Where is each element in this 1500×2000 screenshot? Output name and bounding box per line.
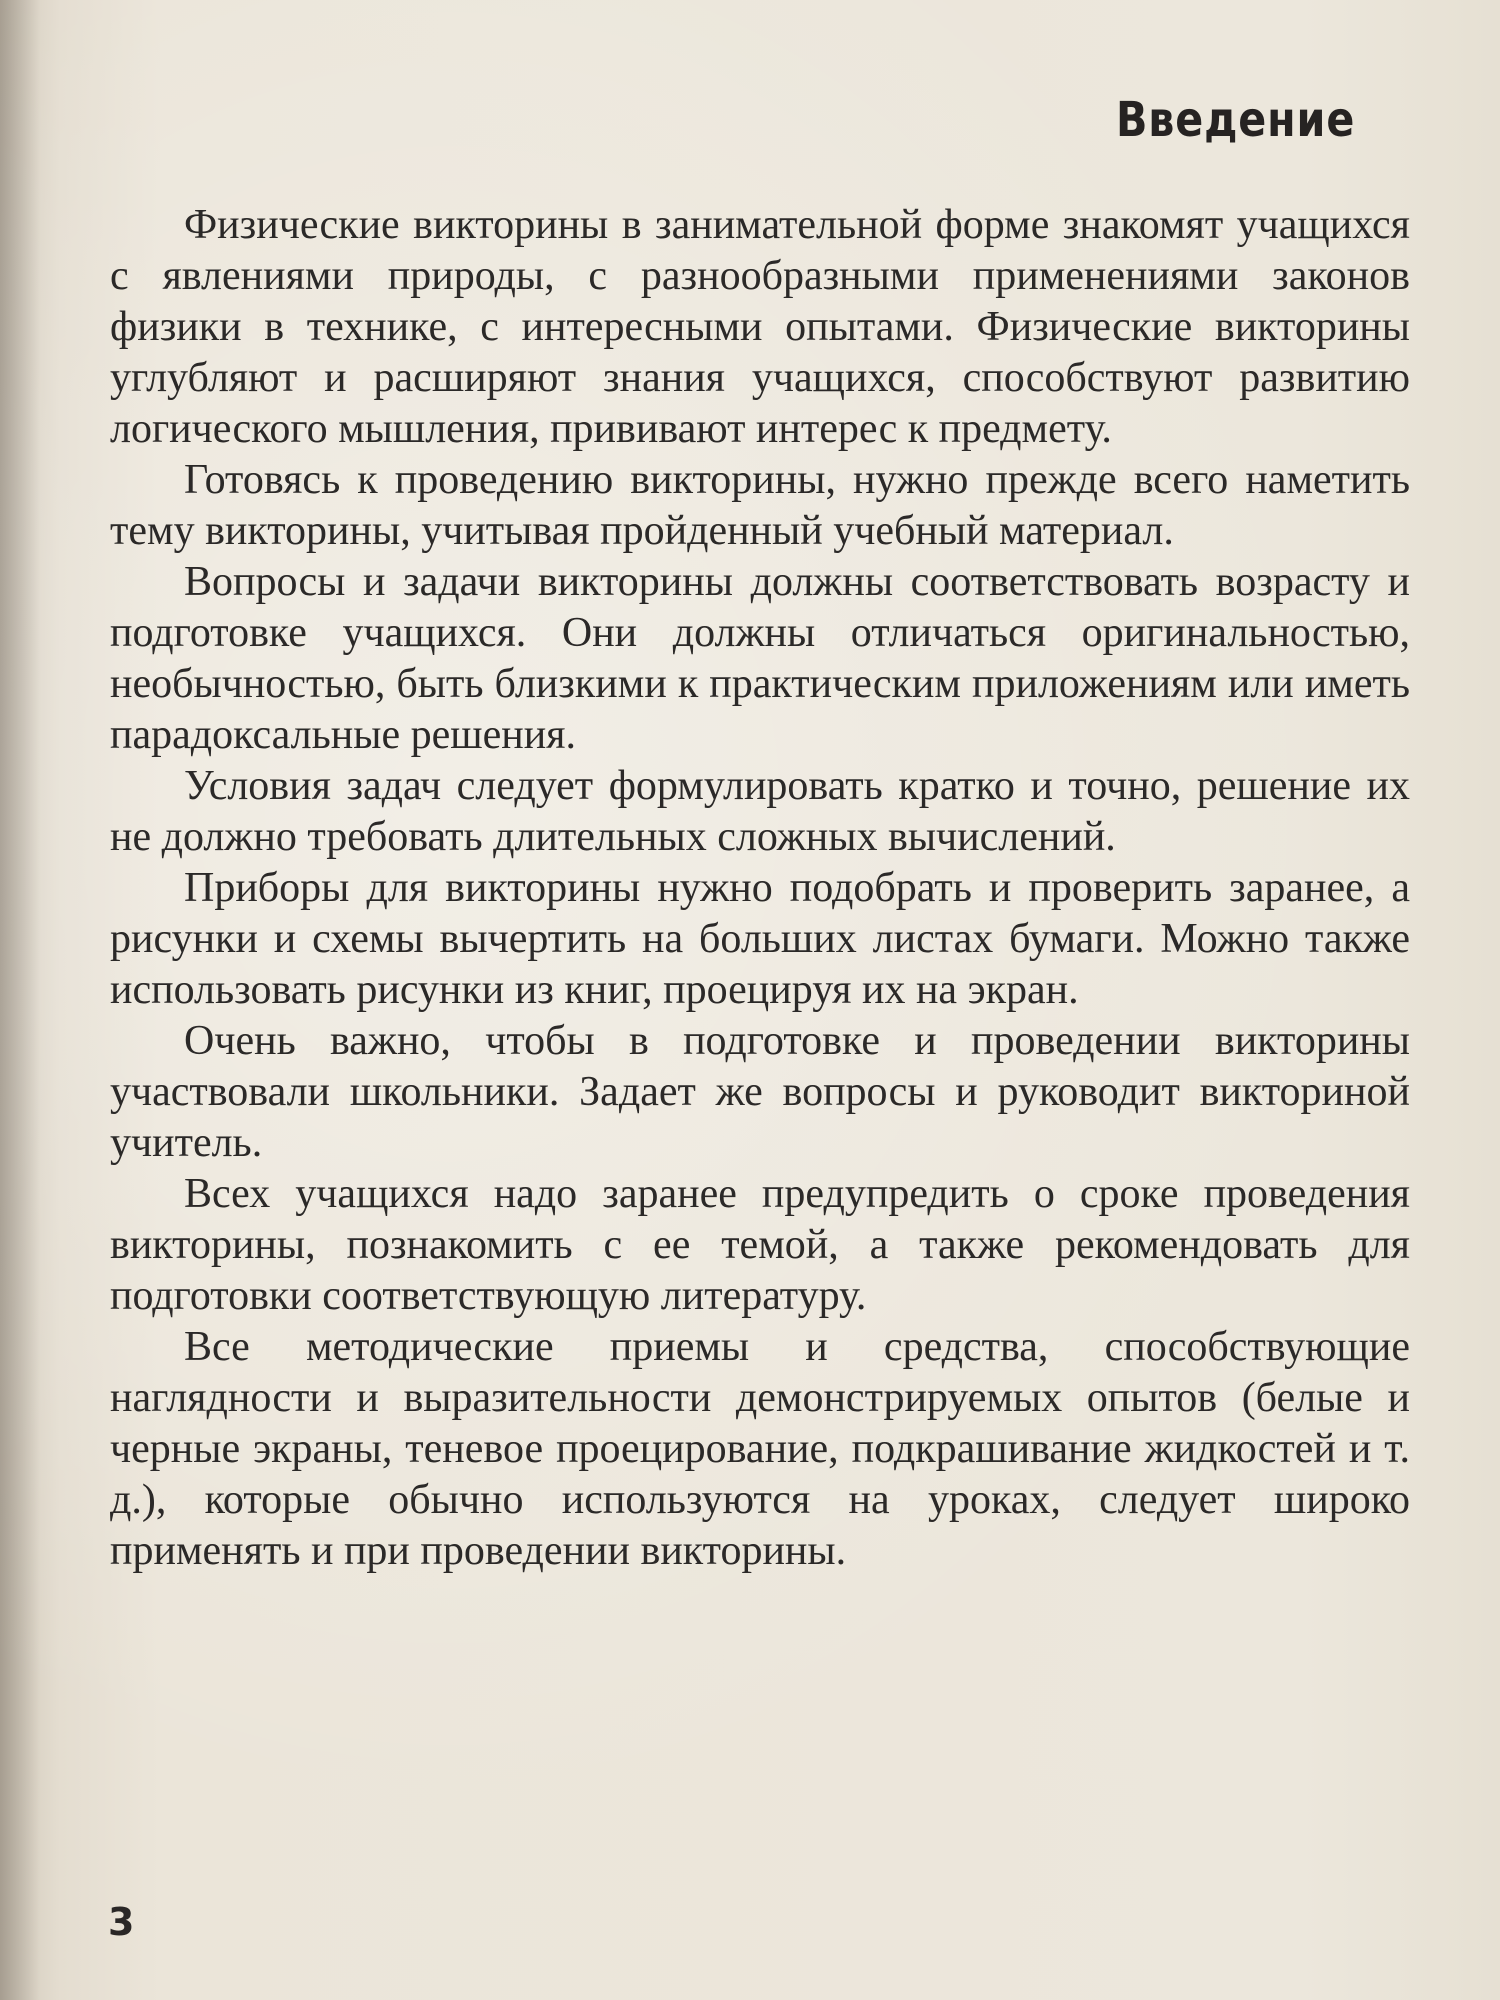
paragraph: Приборы для викторины нужно подобрать и проверить заранее, а рисунки и схемы вычертить на больших листах бумаги. Можно также использовать рисунки из книг, проецируя их на экран. [110,865,1410,1013]
chapter-heading: Введение [1115,92,1355,148]
paragraph: Вопросы и задачи викторины должны соответствовать возрасту и подготовке учащихся. Они должны отличаться оригинальностью, необычностью, быть близкими к практическим приложениям или иметь парадоксальные решения. [110,559,1410,758]
paragraph: Всех учащихся надо заранее предупредить о сроке проведения викторины, познакомить с ее темой, а также рекомендовать для подготовки соответствующую литературу. [110,1171,1410,1319]
paragraph: Все методические приемы и средства, способствующие наглядности и выразительности демонстрируемых опытов (белые и черные экраны, теневое проецирование, подкрашивание жидкостей и т. д.), которые обычно используются на уроках, следует широко применять и при проведении викторины. [110,1324,1410,1574]
page-number: 3 [108,1900,135,1944]
paragraph: Очень важно, чтобы в подготовке и проведении викторины участвовали школьники. Задает же вопросы и руководит викториной учитель. [110,1018,1410,1166]
paragraph: Физические викторины в занимательной форме знакомят учащихся с явлениями природы, с разнообразными применениями законов физики в технике, с интересными опытами. Физические викторины углубляют и расширяют знания учащихся, способствуют развитию логического мышления, прививают интерес к предмету. [110,202,1410,452]
page-gutter-shadow [0,0,40,2000]
body-text [110,200,1410,1577]
paragraph: Условия задач следует формулировать кратко и точно, решение их не должно требовать длительных сложных вычислений. [110,763,1410,860]
paragraph: Готовясь к проведению викторины, нужно прежде всего наметить тему викторины, учитывая пройденный учебный материал. [110,457,1410,554]
